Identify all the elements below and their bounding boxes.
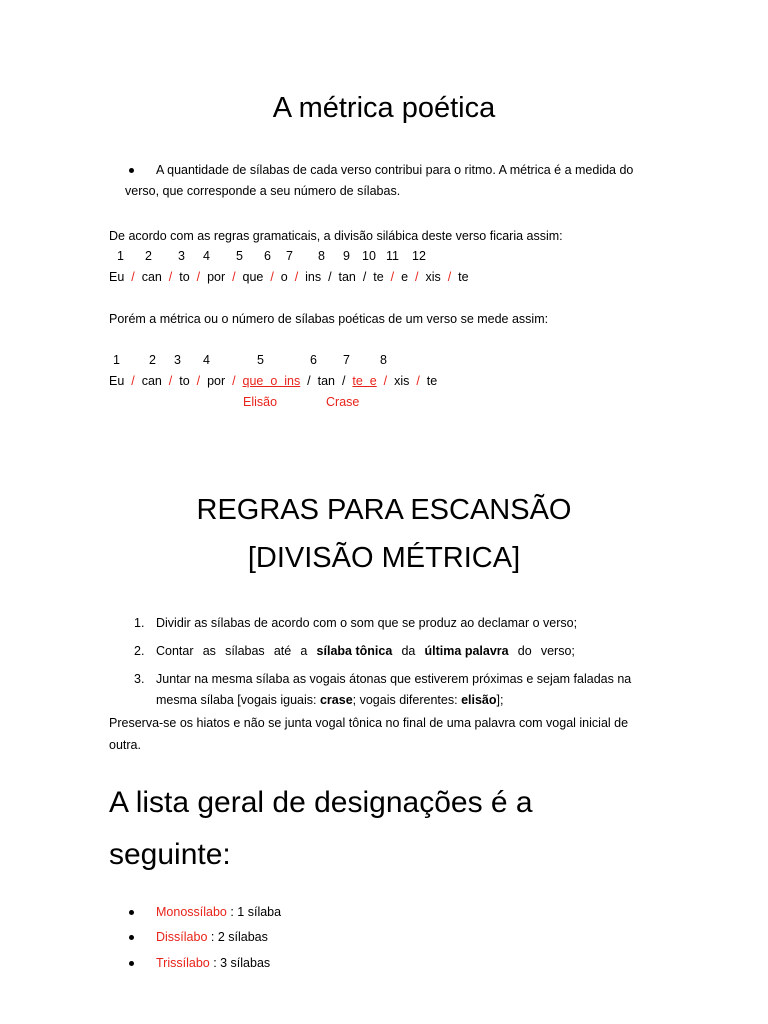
poetic-lead: Porém a métrica ou o número de sílabas poéticas de um verso se mede assim: xyxy=(109,312,549,326)
bullet-icon xyxy=(129,910,134,915)
intro-line-1: A quantidade de sílabas de cada verso contribui para o ritmo. A métrica é a medida do xyxy=(156,163,634,177)
note-line-1: Preserva-se os hiatos e não se junta vogal tônica no final de uma palavra com vogal inicial de xyxy=(109,716,629,730)
separator: / xyxy=(266,270,278,284)
bullet-icon xyxy=(129,168,134,173)
syllable: o xyxy=(280,270,288,284)
gram-number: 11 xyxy=(386,249,399,263)
separator: / xyxy=(228,270,240,284)
syllable: to xyxy=(179,270,190,284)
syllable: tan xyxy=(317,374,335,388)
rule-2-word: verso; xyxy=(540,644,575,658)
gram-number: 3 xyxy=(178,249,185,263)
rule-3-bold-term: elisão xyxy=(461,693,497,707)
separator: / xyxy=(324,270,336,284)
rule-1: Dividir as sílabas de acordo com o som que se produz ao declamar o verso; xyxy=(156,616,578,630)
syllable: te xyxy=(373,270,384,284)
separator: / xyxy=(303,374,315,388)
rule-2-word: do xyxy=(517,644,532,658)
separator: / xyxy=(165,374,176,388)
separator: / xyxy=(411,270,422,284)
poetic-syllable-row xyxy=(109,374,437,388)
gram-lead: De acordo com as regras gramaticais, a divisão silábica deste verso ficaria assim: xyxy=(109,229,563,243)
gram-number: 5 xyxy=(236,249,243,263)
syllable: por xyxy=(207,374,226,388)
rule-number: 1. xyxy=(134,616,145,630)
poetic-number: 4 xyxy=(203,353,210,367)
gram-number: 6 xyxy=(264,249,271,263)
separator: / xyxy=(387,270,398,284)
syllable: Eu xyxy=(109,374,125,388)
syllable: te xyxy=(458,270,469,284)
syllable: xis xyxy=(394,374,410,388)
poetic-number: 6 xyxy=(310,353,317,367)
gram-number: 7 xyxy=(286,249,293,263)
separator: / xyxy=(444,270,455,284)
rule-2-bold-term: sílaba tônica xyxy=(316,644,393,658)
list-item xyxy=(156,956,270,970)
separator: / xyxy=(338,374,349,388)
syllable: can xyxy=(141,374,162,388)
gram-number: 9 xyxy=(343,249,350,263)
rule-2-word: até xyxy=(273,644,292,658)
rule-2-word: sílabas xyxy=(225,644,265,658)
separator: / xyxy=(359,270,370,284)
rule-2-word: as xyxy=(202,644,216,658)
bullet-icon xyxy=(129,961,134,966)
syllable: ins xyxy=(305,270,322,284)
rule-2-word: a xyxy=(300,644,308,658)
poetic-number: 7 xyxy=(343,353,350,367)
elided-syllable: que o ins xyxy=(242,374,301,388)
list-item xyxy=(156,905,281,919)
rule-2 xyxy=(156,644,575,658)
section-title-line-1: REGRAS PARA ESCANSÃO xyxy=(196,494,572,526)
designation-term: Trissílabo xyxy=(156,956,210,970)
separator: / xyxy=(291,270,302,284)
designation-desc: : 3 sílabas xyxy=(209,956,271,970)
rule-3-line-1: Juntar na mesma sílaba as vogais átonas que estiverem próximas e sejam faladas na xyxy=(156,672,632,686)
poetic-number: 5 xyxy=(257,353,264,367)
syllable: te xyxy=(426,374,438,388)
list-item xyxy=(156,930,268,944)
designation-desc: : 1 sílaba xyxy=(226,905,282,919)
separator: / xyxy=(127,270,139,284)
rule-3-line-2 xyxy=(156,693,503,707)
syllable: que xyxy=(242,270,264,284)
rule-3-text: ; vogais diferentes: xyxy=(352,693,462,707)
syllable: tan xyxy=(338,270,356,284)
rule-2-bold-term: última palavra xyxy=(424,644,509,658)
syllable: por xyxy=(207,270,226,284)
section-title-line-2: [DIVISÃO MÉTRICA] xyxy=(247,542,521,574)
separator: / xyxy=(193,374,204,388)
syllable: Eu xyxy=(109,270,125,284)
syllable: e xyxy=(401,270,409,284)
separator: / xyxy=(228,374,240,388)
list-title-line-2: seguinte: xyxy=(109,838,231,871)
gram-number: 2 xyxy=(145,249,152,263)
poetic-number: 2 xyxy=(149,353,156,367)
syllable: to xyxy=(179,374,190,388)
rule-3-text: mesma sílaba [vogais iguais: xyxy=(156,693,320,707)
separator: / xyxy=(380,374,391,388)
poetic-number: 3 xyxy=(174,353,181,367)
intro-line-2: verso, que corresponde a seu número de sílabas. xyxy=(125,184,401,198)
rule-2-word: Contar xyxy=(156,644,194,658)
rule-2-word: da xyxy=(401,644,416,658)
separator: / xyxy=(127,374,139,388)
rule-number: 2. xyxy=(134,644,145,658)
gram-number: 10 xyxy=(362,249,376,263)
designation-desc: : 2 sílabas xyxy=(207,930,268,944)
syllable: can xyxy=(141,270,162,284)
note-line-2: outra. xyxy=(109,738,141,752)
syllable: xis xyxy=(425,270,441,284)
page-title: A métrica poética xyxy=(272,92,496,124)
gram-number: 1 xyxy=(117,249,124,263)
rule-number: 3. xyxy=(134,672,145,686)
gram-number: 4 xyxy=(203,249,210,263)
separator: / xyxy=(165,270,176,284)
poetic-number: 8 xyxy=(380,353,387,367)
poetic-number: 1 xyxy=(113,353,120,367)
designation-term: Dissílabo xyxy=(156,930,208,944)
label-elision: Elisão xyxy=(243,395,278,409)
rule-3-text: ]; xyxy=(496,693,504,707)
crase-syllable: te e xyxy=(352,374,377,388)
designation-term: Monossílabo xyxy=(156,905,227,919)
gram-number: 12 xyxy=(412,249,426,263)
gram-number: 8 xyxy=(318,249,325,263)
bullet-icon xyxy=(129,935,134,940)
separator: / xyxy=(412,374,424,388)
separator: / xyxy=(193,270,204,284)
gram-syllable-row xyxy=(109,270,469,284)
list-title-line-1: A lista geral de designações é a xyxy=(109,786,533,819)
label-crase: Crase xyxy=(326,395,360,409)
rule-3-bold-term: crase xyxy=(319,693,353,707)
